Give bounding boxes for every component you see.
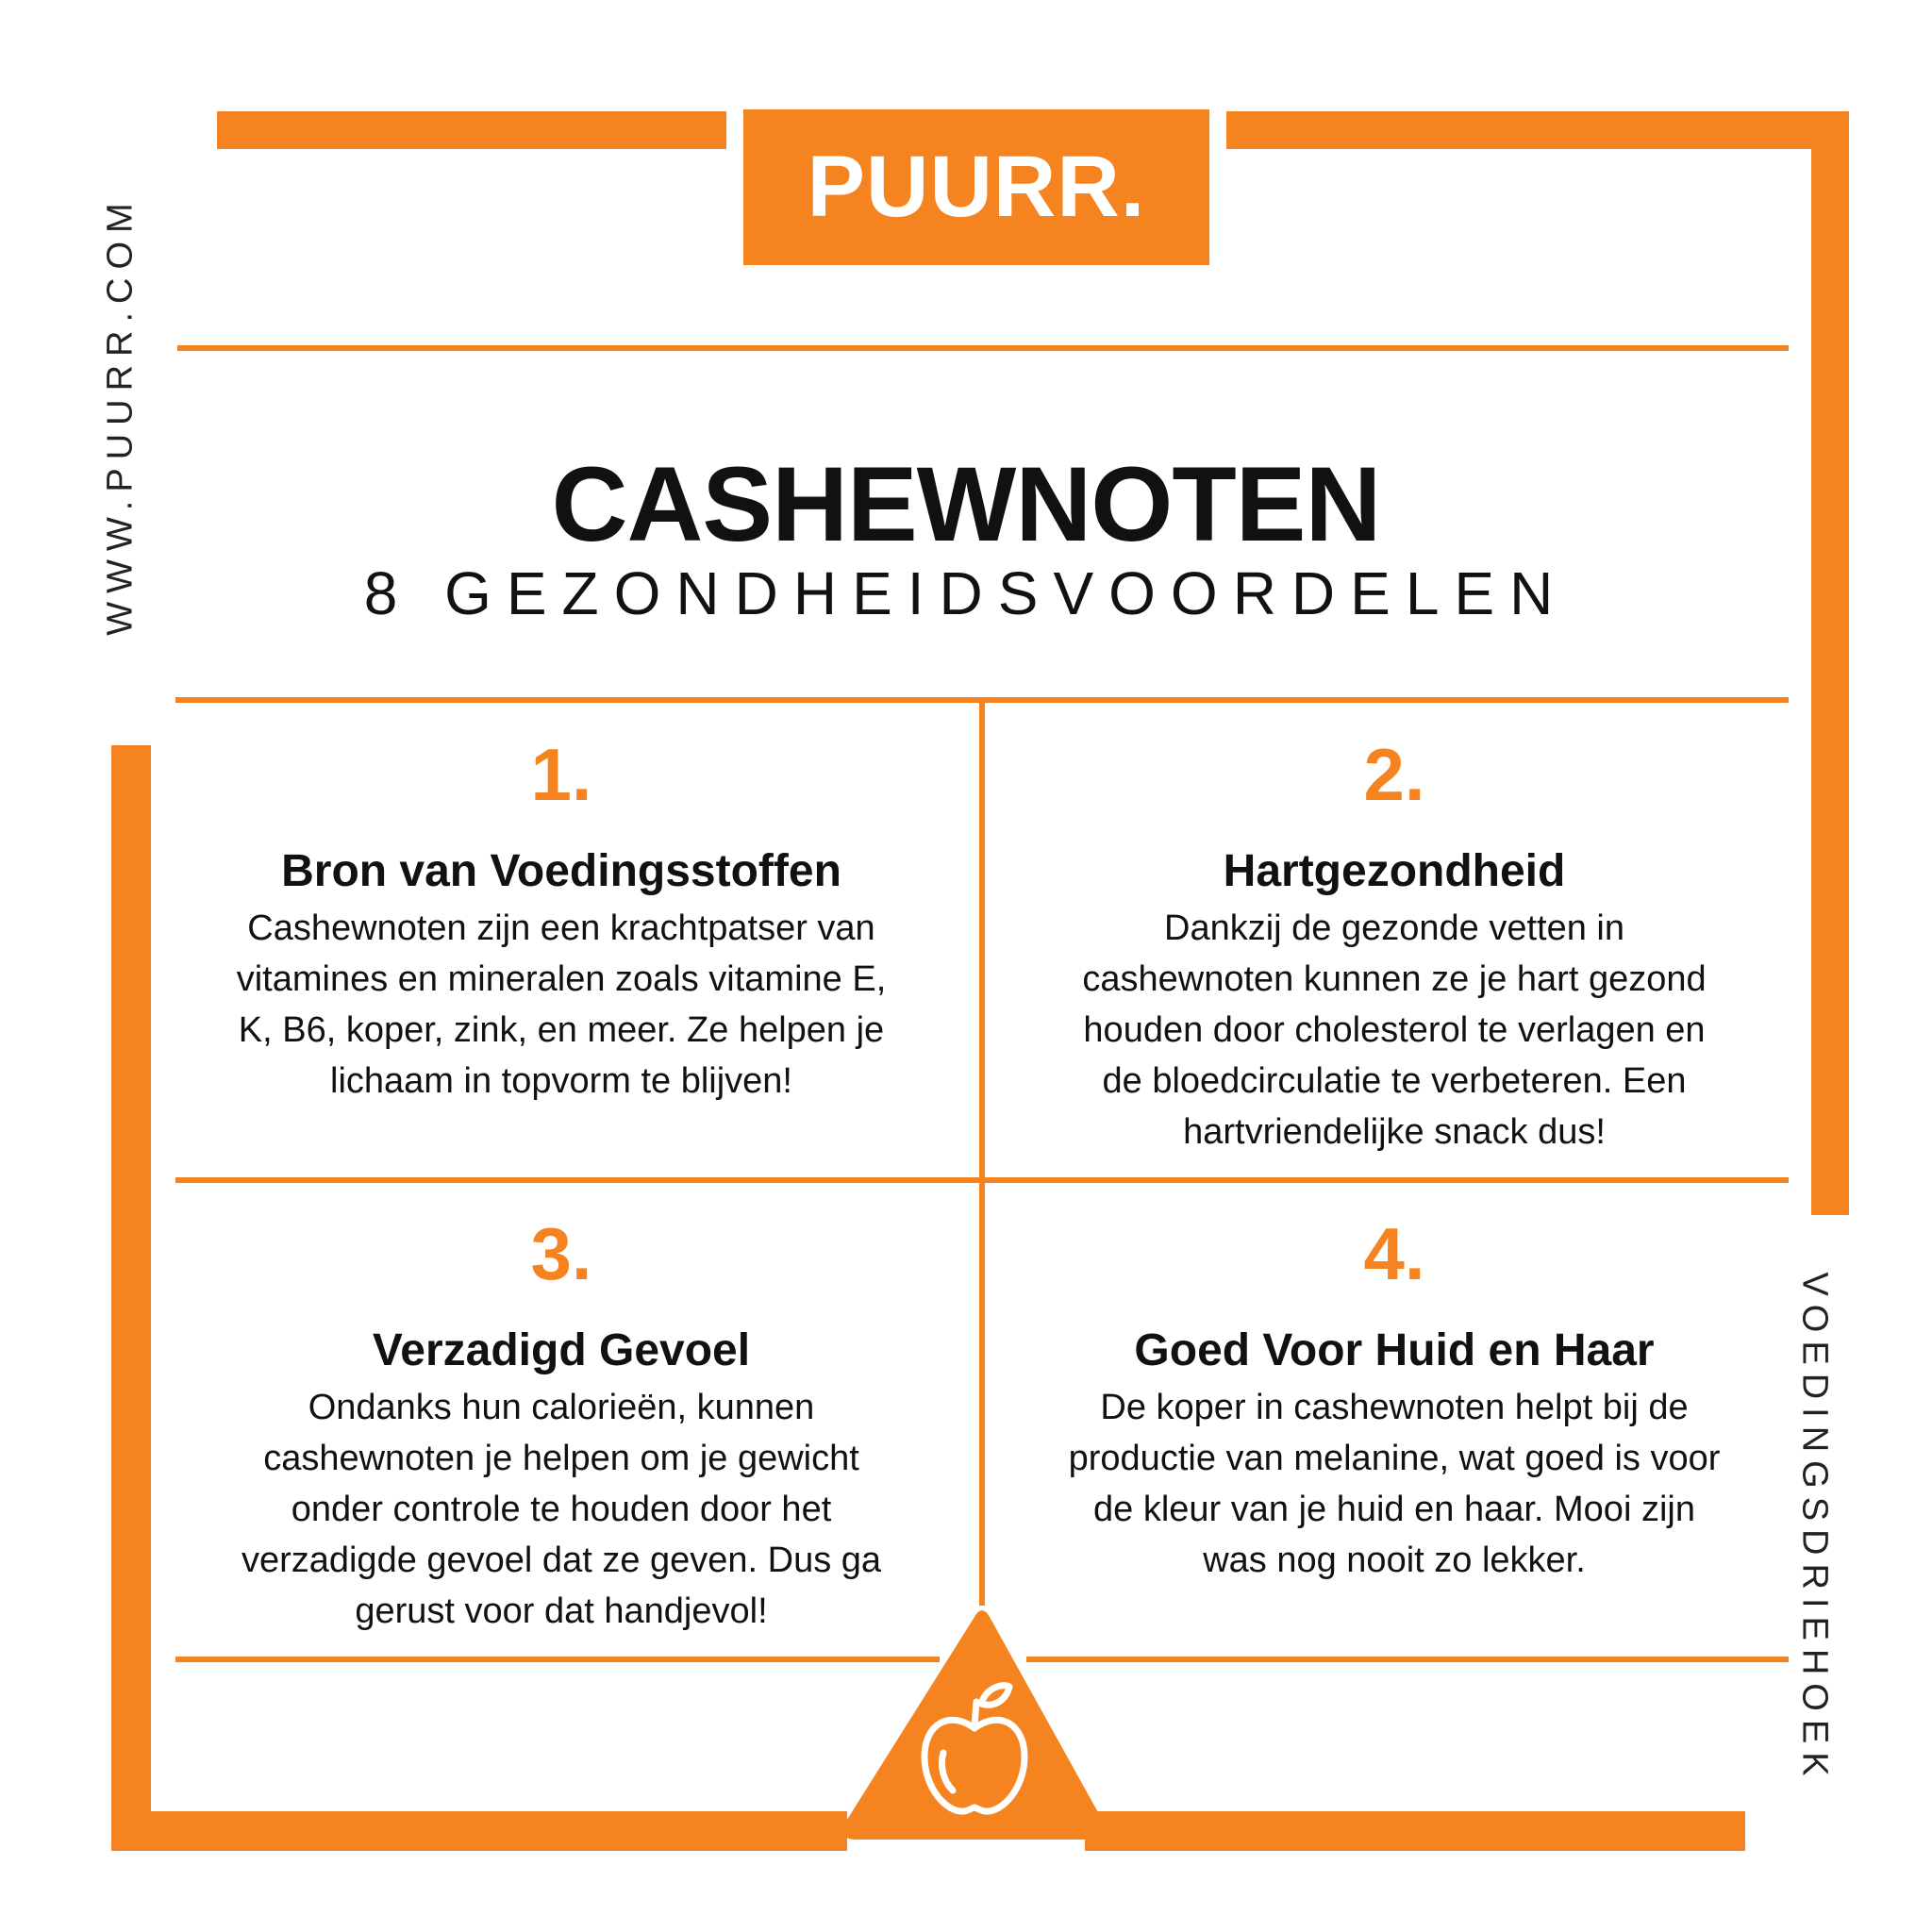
frame-bottom-left-bar	[111, 1811, 847, 1851]
divider-vertical	[979, 700, 985, 1606]
text-line: cashewnoten kunnen ze je hart gezond	[1082, 959, 1707, 999]
text-line: Dankzij de gezonde vetten in	[1164, 908, 1624, 948]
frame-right-bar	[1811, 111, 1849, 1215]
benefit-text	[993, 1382, 1795, 1586]
benefit-number: 4.	[1363, 1212, 1425, 1295]
logo-box	[743, 109, 1209, 265]
benefit-text	[160, 903, 962, 1107]
text-line: productie van melanine, wat goed is voor	[1068, 1439, 1721, 1478]
text-line: de bloedcirculatie te verbeteren. Een	[1102, 1061, 1687, 1101]
benefit-heading: Goed Voor Huid en Haar	[1134, 1325, 1655, 1375]
frame-bottom-right-bar	[1085, 1811, 1745, 1851]
benefit-card-4	[993, 1212, 1795, 1586]
text-line: houden door cholesterol te verlagen en	[1083, 1010, 1706, 1050]
page-title: CASHEWNOTEN	[551, 445, 1381, 563]
text-line: onder controle te houden door het	[291, 1490, 832, 1529]
text-line: cashewnoten je helpen om je gewicht	[263, 1439, 859, 1478]
website-label: WWW.PUURR.COM	[100, 194, 141, 636]
benefit-text	[160, 1382, 962, 1637]
text-line: K, B6, koper, zink, en meer. Ze helpen je	[238, 1010, 885, 1050]
text-line: verzadigde gevoel dat ze geven. Dus ga	[241, 1541, 882, 1580]
text-line: Ondanks hun calorieën, kunnen	[308, 1388, 815, 1427]
text-line: de kleur van je huid en haar. Mooi zijn	[1093, 1490, 1695, 1529]
divider-bottom-right	[1026, 1657, 1789, 1662]
benefit-text	[993, 903, 1795, 1158]
benefit-card-3	[160, 1212, 962, 1637]
benefit-number: 2.	[1363, 733, 1425, 816]
frame-left-bar	[111, 745, 151, 1851]
benefit-heading: Bron van Voedingsstoffen	[281, 846, 841, 896]
text-line: De koper in cashewnoten helpt bij de	[1100, 1388, 1689, 1427]
divider-top	[177, 345, 1789, 351]
category-label: VOEDINGSDRIEHOEK	[1794, 1272, 1835, 1785]
text-line: lichaam in topvorm te blijven!	[330, 1061, 792, 1101]
text-line: Cashewnoten zijn een krachtpatser van	[247, 908, 875, 948]
benefit-card-1	[160, 733, 962, 1107]
benefit-number: 1.	[530, 733, 592, 816]
frame-top-left-bar	[217, 111, 726, 149]
benefit-heading: Verzadigd Gevoel	[372, 1325, 751, 1375]
benefit-number: 3.	[530, 1212, 592, 1295]
divider-bottom-left	[175, 1657, 940, 1662]
text-line: vitamines en mineralen zoals vitamine E,	[236, 959, 887, 999]
benefit-card-2	[993, 733, 1795, 1158]
benefit-heading: Hartgezondheid	[1223, 846, 1566, 896]
triangle-badge	[838, 1604, 1111, 1847]
text-line: was nog nooit zo lekker.	[1203, 1541, 1586, 1580]
logo: PUURR.	[807, 139, 1146, 235]
page-subtitle: 8 GEZONDHEIDSVOORDELEN	[363, 559, 1569, 627]
frame-top-right-bar	[1226, 111, 1849, 149]
text-line: hartvriendelijke snack dus!	[1183, 1112, 1606, 1152]
text-line: gerust voor dat handjevol!	[355, 1591, 768, 1631]
